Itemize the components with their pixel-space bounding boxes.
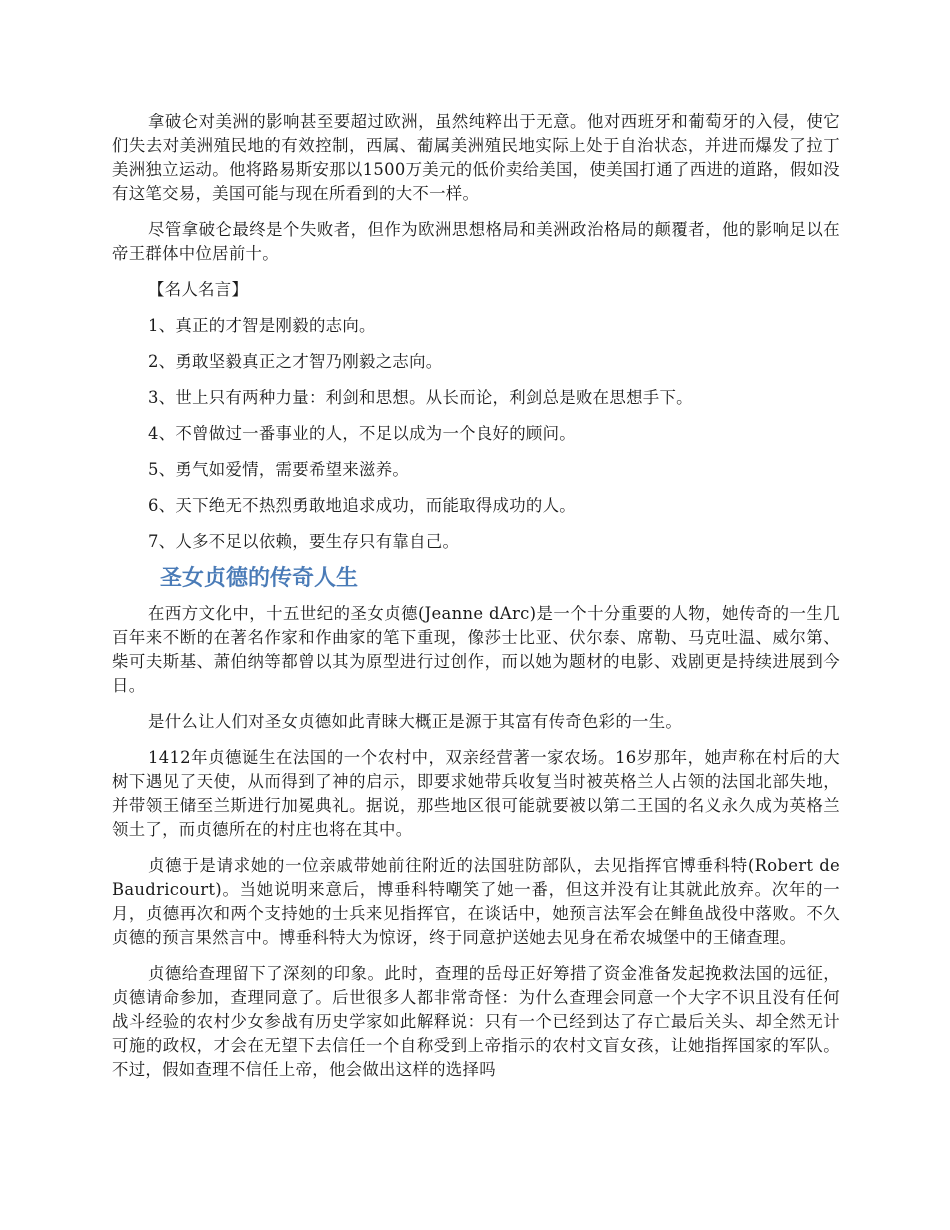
paragraph: 1412年贞德诞生在法国的一个农村中，双亲经营著一家农场。16岁那年，她声称在村后的大树下遇见了天使，从而得到了神的启示，即要求她带兵收复当时被英格兰人占领的法国北部失地，并带领王储至兰斯进行加冕典礼。据说，那些地区很可能就要被以第二王国的名义永久成为英格兰领土了，而贞德所在的村庄也将在其中。 (112, 748, 840, 839)
paragraph: 在西方文化中，十五世纪的圣女贞德(Jeanne dArc)是一个十分重要的人物，她传奇的一生几百年来不断的在著名作家和作曲家的笔下重现，像莎士比亚、伏尔泰、席勒、马克吐温、威尔第、柴可夫斯基、萧伯纳等都曾以其为原型进行过创作，而以她为题材的电影、戏剧更是持续进展到今日。 (112, 604, 840, 695)
quotes-label: 【名人名言】 (148, 280, 249, 299)
section-heading: 圣女贞德的传奇人生 (160, 566, 359, 591)
paragraph: 贞德给查理留下了深刻的印象。此时，查理的岳母正好筹措了资金准备发起挽救法国的远征，贞德请命参加，查理同意了。后世很多人都非常奇怪：为什么查理会同意一个大字不识且没有任何战斗经验的农村少女参战有历史学家如此解释说：只有一个已经到达了存亡最后关头、却全然无计可施的政权，才会在无望下去信任一个自称受到上帝指示的农村文盲女孩，让她指挥国家的军队。不过，假如查理不信任上帝，他会做出这样的选择吗 (112, 964, 840, 1079)
paragraph: 是什么让人们对圣女贞德如此青睐大概正是源于其富有传奇色彩的一生。 (148, 712, 683, 731)
quote-item: 2、勇敢坚毅真正之才智乃刚毅之志向。 (148, 352, 443, 371)
document-page (112, 110, 840, 1094)
paragraph: 尽管拿破仑最终是个失败者，但作为欧洲思想格局和美洲政治格局的颠覆者，他的影响足以在帝王群体中位居前十。 (112, 220, 840, 263)
quote-item: 5、勇气如爱情，需要希望来滋养。 (148, 460, 410, 479)
quote-item: 4、不曾做过一番事业的人，不足以成为一个良好的顾问。 (148, 424, 576, 443)
paragraph: 贞德于是请求她的一位亲戚带她前往附近的法国驻防部队，去见指挥官博垂科特(Robert de Baudricourt)。当她说明来意后，博垂科特嘲笑了她一番，但这并没有让其就此放弃。次年的一月，贞德再次和两个支持她的士兵来见指挥官，在谈话中，她预言法军会在鲱鱼战役中落败。不久贞德的预言果然言中。博垂科特大为惊讶，终于同意护送她去见身在希农城堡中的王储查理。 (112, 856, 840, 947)
quote-item: 7、人多不足以依赖，要生存只有靠自己。 (148, 532, 460, 551)
paragraph: 拿破仑对美洲的影响甚至要超过欧洲，虽然纯粹出于无意。他对西班牙和葡萄牙的入侵，使它们失去对美洲殖民地的有效控制，西属、葡属美洲殖民地实际上处于自治状态，并进而爆发了拉丁美洲独立运动。他将路易斯安那以1500万美元的低价卖给美国，使美国打通了西进的道路，假如没有这笔交易，美国可能与现在所看到的大不一样。 (112, 112, 840, 203)
quote-item: 6、天下绝无不热烈勇敢地追求成功，而能取得成功的人。 (148, 496, 576, 515)
quote-item: 1、真正的才智是刚毅的志向。 (148, 316, 376, 335)
quote-item: 3、世上只有两种力量：利剑和思想。从长而论，利剑总是败在思想手下。 (148, 388, 693, 407)
